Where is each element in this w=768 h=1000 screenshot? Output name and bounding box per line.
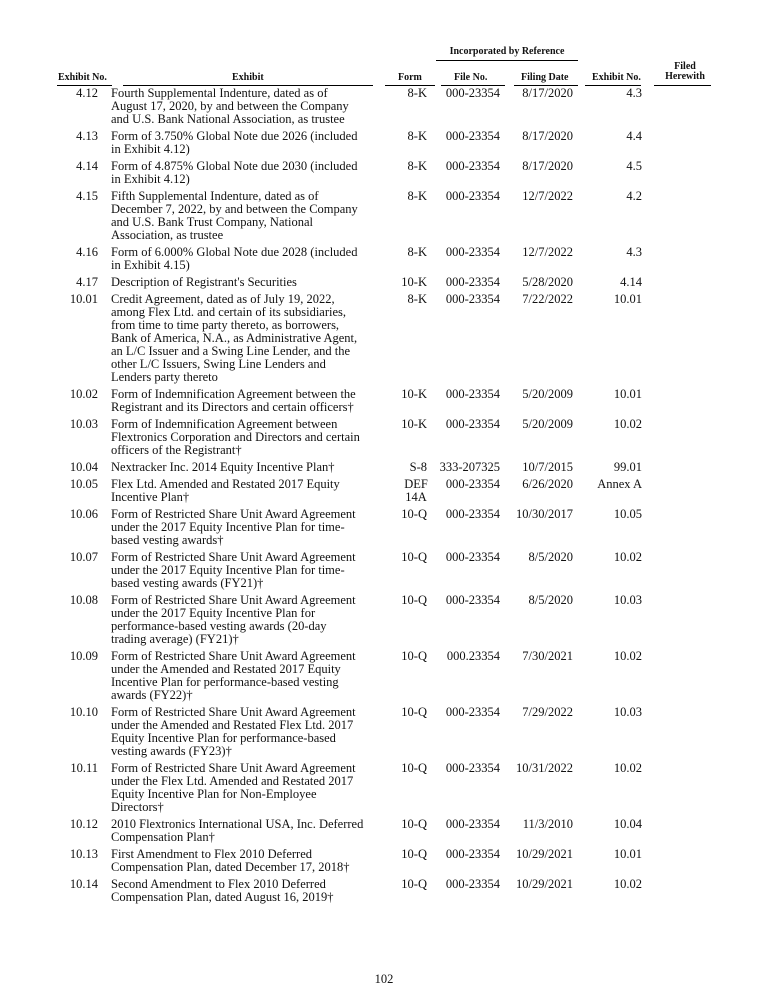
table-row — [0, 478, 768, 508]
form-type-text: 10-K — [401, 275, 427, 289]
form-type — [368, 594, 430, 650]
form-type-text: 10-Q — [401, 877, 427, 891]
form-type-text: 8-K — [407, 189, 427, 203]
table-row — [0, 461, 768, 478]
exhibit-description: Fourth Supplemental Indenture, dated as of August 17, 2020, by and between the Company and U.S. Bank National Association, as trustee — [111, 86, 349, 126]
form-type — [368, 508, 430, 551]
exhibit-description: Fifth Supplemental Indenture, dated as of December 7, 2022, by and between the Company and U.S. Bank Trust Company, National Association, as trustee — [111, 189, 358, 242]
filing-date: 5/20/2009 — [522, 387, 573, 401]
form-type-text: 10-Q — [401, 847, 427, 861]
table-row — [0, 762, 768, 818]
form-column-header: Form — [398, 72, 422, 83]
exhibit-description: Form of Restricted Share Unit Award Agreement under the Amended and Restated 2017 Equity Incentive Plan for performance-based vesting awards (FY22)† — [111, 649, 356, 702]
exhibit-number: 10.05 — [69, 477, 98, 491]
form-type-text: 10-Q — [401, 649, 427, 663]
file-number: 000-23354 — [445, 292, 500, 306]
exhibit-number: 4.16 — [76, 245, 98, 259]
file-number: 000-23354 — [445, 847, 500, 861]
filed-herewith — [644, 388, 768, 418]
filed-herewith — [644, 478, 768, 508]
incorporated-by-reference-header: Incorporated by Reference — [436, 46, 578, 61]
table-row — [0, 87, 768, 130]
referenced-exhibit-number: 10.02 — [613, 877, 642, 891]
filed-herewith — [644, 190, 768, 246]
form-type — [368, 246, 430, 276]
filed-herewith — [644, 762, 768, 818]
file-number: 000-23354 — [445, 129, 500, 143]
form-type — [368, 762, 430, 818]
form-type — [368, 706, 430, 762]
exhibit-description: Form of Restricted Share Unit Award Agreement under the Flex Ltd. Amended and Restated 2017 Equity Incentive Plan for Non-Employee Directors† — [111, 761, 356, 814]
table-row — [0, 293, 768, 388]
exhibit-number: 10.06 — [69, 507, 98, 521]
form-type-text: 10-Q — [401, 507, 427, 521]
filed-herewith-column-header — [660, 62, 710, 82]
table-row — [0, 706, 768, 762]
filed-herewith — [644, 818, 768, 848]
form-type — [368, 461, 430, 478]
exhibit-description: Form of Restricted Share Unit Award Agreement under the 2017 Equity Incentive Plan for performance-based vesting awards (20-day trading average) (FY21)† — [111, 593, 356, 646]
form-type-text: 10-Q — [401, 817, 427, 831]
exhibit-description: Form of 3.750% Global Note due 2026 (included in Exhibit 4.12) — [111, 129, 358, 156]
filing-date: 10/29/2021 — [516, 847, 573, 861]
exhibit-description: Description of Registrant's Securities — [111, 275, 297, 289]
exhibit-number: 10.08 — [69, 593, 98, 607]
filed-herewith — [644, 130, 768, 160]
filed-herewith — [644, 87, 768, 130]
exhibit-number: 10.13 — [69, 847, 98, 861]
referenced-exhibit-number: 4.14 — [620, 275, 642, 289]
form-type — [368, 190, 430, 246]
file-number: 000-23354 — [445, 189, 500, 203]
filing-date: 5/20/2009 — [522, 417, 573, 431]
form-type — [368, 87, 430, 130]
form-type — [368, 551, 430, 594]
filed-herewith — [644, 508, 768, 551]
exhibit-number: 4.12 — [76, 86, 98, 100]
filing-date: 6/26/2020 — [522, 477, 573, 491]
exhibit-number: 4.13 — [76, 129, 98, 143]
form-type-text: DEF 14A — [404, 477, 428, 504]
filing-date: 11/3/2010 — [522, 817, 573, 831]
referenced-exhibit-number: 10.02 — [613, 550, 642, 564]
filing-date: 7/29/2022 — [522, 705, 573, 719]
form-type-text: S-8 — [409, 460, 427, 474]
exhibit-number: 10.03 — [69, 417, 98, 431]
form-type — [368, 848, 430, 878]
referenced-exhibit-number: 10.04 — [613, 817, 642, 831]
exhibit-number: 4.14 — [76, 159, 98, 173]
filing-date: 8/17/2020 — [522, 129, 573, 143]
filed-herewith — [644, 160, 768, 190]
filed-herewith — [644, 418, 768, 461]
page-number: 102 — [374, 972, 394, 986]
table-row — [0, 848, 768, 878]
form-type — [368, 818, 430, 848]
table-row — [0, 190, 768, 246]
referenced-exhibit-number: 10.03 — [613, 593, 642, 607]
filed-header-line2: Herewith — [665, 71, 705, 82]
form-type-text: 10-Q — [401, 593, 427, 607]
file-number: 000-23354 — [445, 245, 500, 259]
filed-herewith — [644, 293, 768, 388]
referenced-exhibit-number: 4.3 — [626, 245, 642, 259]
exhibit-description: Form of Restricted Share Unit Award Agreement under the Amended and Restated Flex Ltd. 2017 Equity Incentive Plan for performance-based vesting awards (FY23)† — [111, 705, 356, 758]
file-number: 000.23354 — [446, 649, 500, 663]
filed-herewith — [644, 551, 768, 594]
exhibit-number: 10.01 — [69, 292, 98, 306]
file-number: 000-23354 — [445, 817, 500, 831]
exhibit-description: First Amendment to Flex 2010 Deferred Compensation Plan, dated December 17, 2018† — [111, 847, 350, 874]
form-type-text: 8-K — [407, 129, 427, 143]
exhibit-description: Form of 6.000% Global Note due 2028 (included in Exhibit 4.15) — [111, 245, 358, 272]
form-type — [368, 130, 430, 160]
filed-herewith — [644, 276, 768, 293]
filing-date: 8/17/2020 — [522, 159, 573, 173]
table-row — [0, 246, 768, 276]
filed-header-line1: Filed — [674, 61, 696, 72]
form-type-text: 10-K — [401, 417, 427, 431]
exhibit-number: 10.14 — [69, 877, 98, 891]
table-row — [0, 594, 768, 650]
filed-herewith — [644, 594, 768, 650]
exhibit-no-column-header: Exhibit No. — [58, 72, 107, 83]
filing-date: 8/17/2020 — [522, 86, 573, 100]
filing-date: 7/30/2021 — [522, 649, 573, 663]
exhibit-description: Flex Ltd. Amended and Restated 2017 Equity Incentive Plan† — [111, 477, 340, 504]
form-type-text: 10-Q — [401, 550, 427, 564]
table-row — [0, 551, 768, 594]
table-row — [0, 878, 768, 908]
exhibit-description: Form of 4.875% Global Note due 2030 (included in Exhibit 4.12) — [111, 159, 358, 186]
form-type-text: 10-Q — [401, 761, 427, 775]
referenced-exhibit-number: 10.01 — [613, 847, 642, 861]
table-row — [0, 276, 768, 293]
form-type — [368, 650, 430, 706]
exhibit-number: 10.10 — [69, 705, 98, 719]
form-type-text: 8-K — [407, 292, 427, 306]
form-type-text: 8-K — [407, 245, 427, 259]
filed-herewith — [644, 650, 768, 706]
file-number: 333-207325 — [439, 460, 500, 474]
filing-date: 7/22/2022 — [522, 292, 573, 306]
filing-date: 10/7/2015 — [522, 460, 573, 474]
table-row — [0, 508, 768, 551]
form-type — [368, 276, 430, 293]
table-row — [0, 818, 768, 848]
form-type — [368, 160, 430, 190]
file-number: 000-23354 — [445, 387, 500, 401]
referenced-exhibit-number: 10.01 — [613, 387, 642, 401]
form-type — [368, 878, 430, 908]
exhibit-description: Nextracker Inc. 2014 Equity Incentive Plan† — [111, 460, 335, 474]
file-no-column-header: File No. — [454, 72, 488, 83]
exhibit-number: 4.17 — [76, 275, 98, 289]
referenced-exhibit-number: 10.05 — [613, 507, 642, 521]
filing-date-column-header: Filing Date — [521, 72, 569, 83]
exhibit-number: 10.11 — [70, 761, 98, 775]
file-number: 000-23354 — [445, 507, 500, 521]
exhibit-number: 10.12 — [69, 817, 98, 831]
referenced-exhibit-number: 10.02 — [613, 761, 642, 775]
filing-date: 10/29/2021 — [516, 877, 573, 891]
file-number: 000-23354 — [445, 86, 500, 100]
referenced-exhibit-number: 4.4 — [626, 129, 642, 143]
form-type-text: 10-Q — [401, 705, 427, 719]
form-type-text: 8-K — [407, 159, 427, 173]
file-number: 000-23354 — [445, 159, 500, 173]
file-number: 000-23354 — [445, 275, 500, 289]
referenced-exhibit-number: Annex A — [597, 477, 642, 491]
file-number: 000-23354 — [445, 877, 500, 891]
exhibit-description: Form of Restricted Share Unit Award Agreement under the 2017 Equity Incentive Plan for time-based vesting awards (FY21)† — [111, 550, 356, 590]
referenced-exhibit-number: 10.02 — [613, 649, 642, 663]
exhibit-description: Form of Indemnification Agreement between Flextronics Corporation and Directors and certain officers of the Registrant† — [111, 417, 360, 457]
table-row — [0, 160, 768, 190]
form-type — [368, 418, 430, 461]
header-rule — [654, 85, 711, 86]
exhibit-column-header: Exhibit — [232, 72, 264, 83]
ref-exhibit-no-column-header: Exhibit No. — [592, 72, 641, 83]
exhibit-index-table — [0, 87, 768, 908]
exhibit-description: Form of Restricted Share Unit Award Agreement under the 2017 Equity Incentive Plan for time-based vesting awards† — [111, 507, 356, 547]
exhibit-description: Credit Agreement, dated as of July 19, 2022, among Flex Ltd. and certain of its subsidiaries, from time to time party thereto, as borrowers, Bank of America, N.A., as Administrative Agent, an L/C Issuer and a Swing Line Lender, and the other L/C Issuers, Swing Line Lenders and Lenders party thereto — [111, 292, 358, 384]
file-number: 000-23354 — [445, 705, 500, 719]
file-number: 000-23354 — [445, 417, 500, 431]
exhibit-description: 2010 Flextronics International USA, Inc. Deferred Compensation Plan† — [111, 817, 364, 844]
file-number: 000-23354 — [445, 761, 500, 775]
filing-date: 12/7/2022 — [522, 245, 573, 259]
form-type-text: 8-K — [407, 86, 427, 100]
filing-date: 10/31/2022 — [516, 761, 573, 775]
exhibit-description: Form of Indemnification Agreement between the Registrant and its Directors and certain officers† — [111, 387, 356, 414]
referenced-exhibit-number: 10.01 — [613, 292, 642, 306]
exhibit-number: 10.02 — [69, 387, 98, 401]
table-row — [0, 650, 768, 706]
table-row — [0, 130, 768, 160]
filed-herewith — [644, 706, 768, 762]
filing-date: 8/5/2020 — [528, 550, 573, 564]
exhibit-rows — [0, 87, 768, 908]
form-type — [368, 388, 430, 418]
table-row — [0, 388, 768, 418]
form-type — [368, 478, 430, 508]
form-type — [368, 293, 430, 388]
filed-herewith — [644, 246, 768, 276]
form-type-text: 10-K — [401, 387, 427, 401]
referenced-exhibit-number: 4.2 — [626, 189, 642, 203]
referenced-exhibit-number: 4.3 — [626, 86, 642, 100]
file-number: 000-23354 — [445, 593, 500, 607]
exhibit-number: 10.07 — [69, 550, 98, 564]
filing-date: 12/7/2022 — [522, 189, 573, 203]
filing-date: 5/28/2020 — [522, 275, 573, 289]
exhibit-number: 10.09 — [69, 649, 98, 663]
referenced-exhibit-number: 4.5 — [626, 159, 642, 173]
referenced-exhibit-number: 99.01 — [613, 460, 642, 474]
table-row — [0, 418, 768, 461]
referenced-exhibit-number: 10.02 — [613, 417, 642, 431]
filed-herewith — [644, 848, 768, 878]
referenced-exhibit-number: 10.03 — [613, 705, 642, 719]
filing-date: 8/5/2020 — [528, 593, 573, 607]
file-number: 000-23354 — [445, 550, 500, 564]
exhibit-description: Second Amendment to Flex 2010 Deferred Compensation Plan, dated August 16, 2019† — [111, 877, 334, 904]
file-number: 000-23354 — [445, 477, 500, 491]
filed-herewith — [644, 878, 768, 908]
filed-herewith — [644, 461, 768, 478]
exhibit-number: 10.04 — [69, 460, 98, 474]
filing-date: 10/30/2017 — [516, 507, 573, 521]
exhibit-number: 4.15 — [76, 189, 98, 203]
